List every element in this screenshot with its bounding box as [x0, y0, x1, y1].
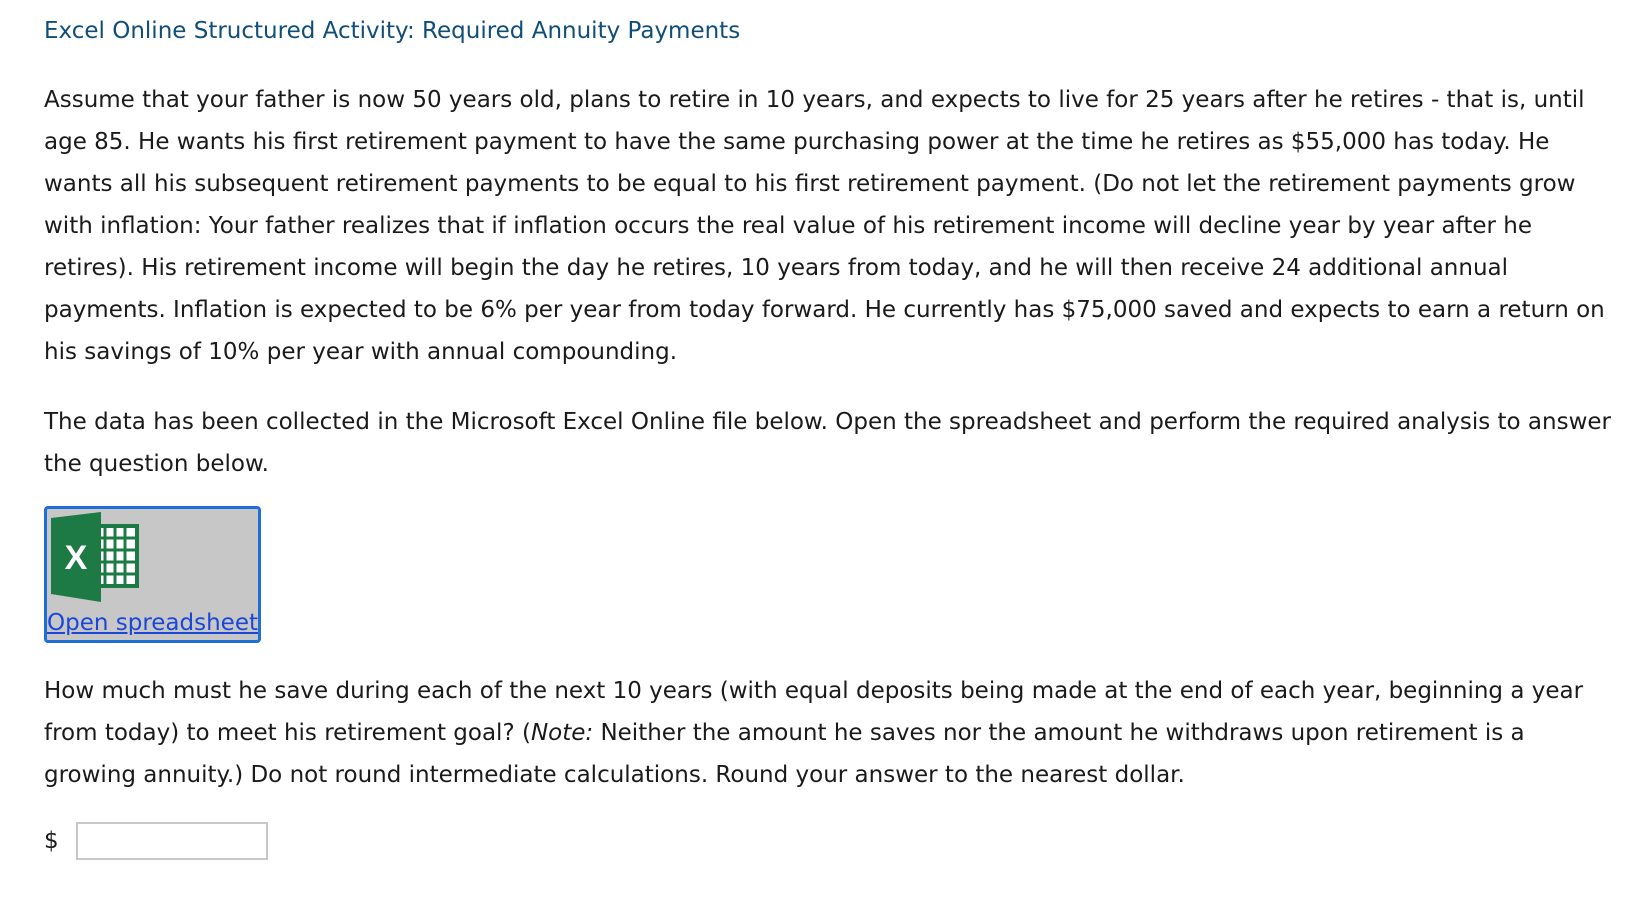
- open-spreadsheet-button[interactable]: [44, 506, 261, 643]
- question-note-label: Note:: [530, 720, 594, 746]
- question-text: [44, 670, 1612, 796]
- currency-symbol: $: [44, 828, 59, 854]
- problem-description: Assume that your father is now 50 years old, plans to retire in 10 years, and expects to live for 25 years after he retires - that is, until age 85. He wants his first retirement payment to have the same purchasing power at the time he retires as $55,000 has today. He wants all his subsequent retirement payments to be equal to his first retirement payment. (Do not let the retirement payments grow with inflation: Your father realizes that if inflation occurs the real value of his retirement income will decline year by year after he retires). His retirement income will begin the day he retires, 10 years from today, and he will then receive 24 additional annual payments. Inflation is expected to be 6% per year from today forward. He currently has $75,000 saved and expects to earn a return on his savings of 10% per year with annual compounding.: [44, 87, 1605, 365]
- page-title: Excel Online Structured Activity: Required Annuity Payments: [44, 18, 741, 44]
- excel-icon-letter: X: [64, 539, 88, 577]
- data-instructions: The data has been collected in the Microsoft Excel Online file below. Open the spreadsheet and perform the required analysis to answer the question below.: [44, 409, 1611, 477]
- question-part-2: Neither the amount he saves nor the amount he withdraws upon retirement is a growing annuity.) Do not round intermediate calculations. Round your answer to the nearest dollar.: [44, 720, 1525, 788]
- excel-icon: [49, 512, 141, 602]
- open-spreadsheet-link[interactable]: Open spreadsheet: [47, 610, 258, 636]
- answer-input[interactable]: [76, 822, 268, 860]
- question-part-1: How much must he save during each of the next 10 years (with equal deposits being made at the end of each year, beginning a year from today) to meet his retirement goal? (: [44, 678, 1584, 746]
